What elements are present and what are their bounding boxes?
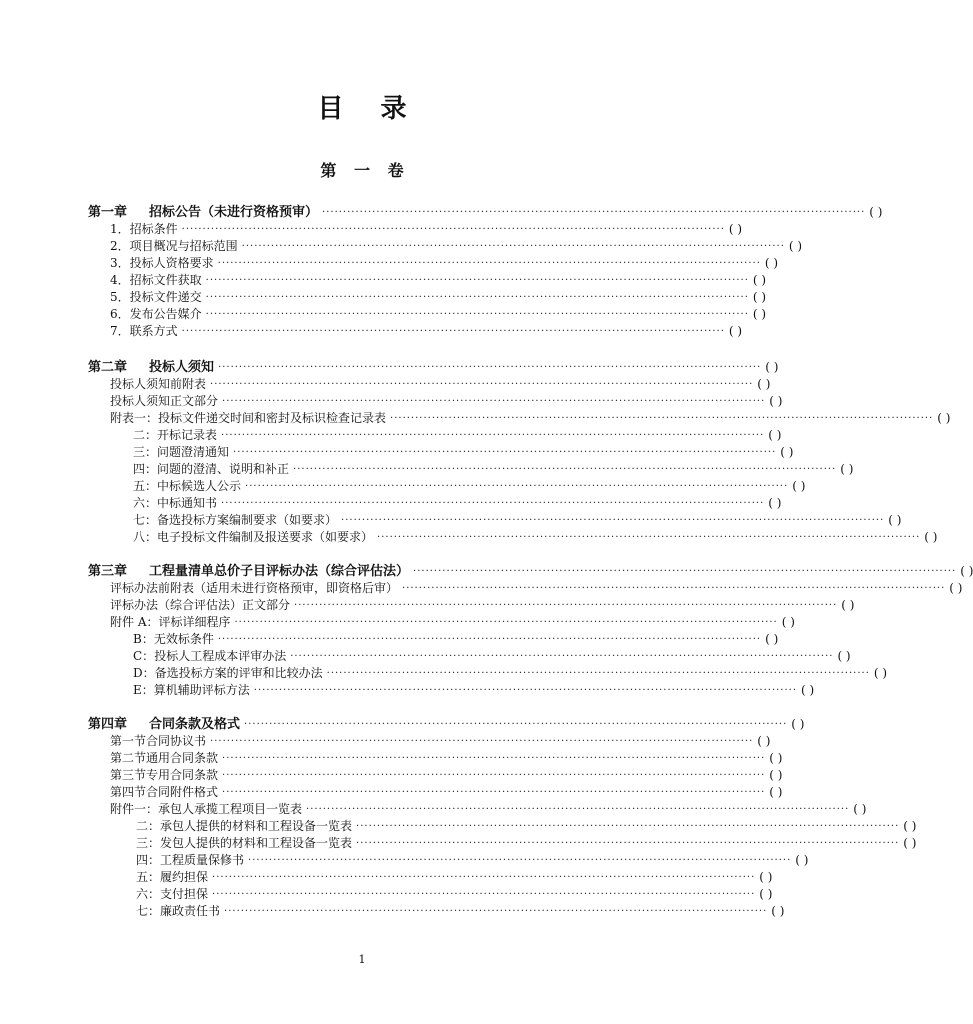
toc-entry-number: 七： — [136, 904, 161, 918]
leader-dots: ·································································································································· — [234, 617, 778, 628]
page-reference: ( ) — [781, 615, 795, 629]
page-reference: ( ) — [903, 836, 917, 850]
toc-entry[interactable] — [110, 289, 767, 306]
page-reference: ( ) — [752, 307, 767, 321]
toc-entry-number: 二： — [136, 819, 161, 833]
toc-entry-number: E： — [133, 683, 154, 697]
toc-entry-number: 1． — [110, 222, 130, 236]
toc-entry[interactable] — [110, 376, 771, 393]
chapter-heading-label: 招标公告（未进行资格预审） — [149, 205, 319, 220]
leader-dots: ·································································································································· — [306, 804, 850, 815]
toc-entry[interactable] — [110, 580, 963, 597]
toc-entry[interactable] — [110, 306, 767, 323]
page-reference: ( ) — [757, 734, 771, 748]
toc-entry-label: 发包人提供的材料和工程设备一览表 — [160, 836, 353, 850]
chapter-heading[interactable] — [88, 716, 805, 733]
toc-entry-number: 附件一： — [110, 802, 159, 816]
toc-entry-label: 通用合同条款 — [146, 751, 219, 765]
toc-entry-number: 3． — [110, 256, 130, 270]
toc-entry-number: 四： — [133, 462, 158, 476]
toc-entry-label: 投标人须知前附表 — [110, 377, 207, 391]
toc-entry-label: 中标候选人公示 — [157, 479, 242, 493]
toc-entry[interactable] — [110, 767, 783, 784]
toc-entry[interactable] — [110, 597, 855, 614]
toc-entry-label: 算机辅助评标方法 — [153, 683, 250, 697]
leader-dots: ·································································································································· — [322, 207, 866, 218]
toc-entry[interactable] — [133, 444, 794, 461]
toc-entry-label: 承包人提供的材料和工程设备一览表 — [160, 819, 353, 833]
page-reference: ( ) — [840, 462, 854, 476]
toc-entry[interactable] — [110, 733, 771, 750]
toc-entry-label: 招标条件 — [129, 222, 178, 236]
chapter-heading[interactable] — [88, 204, 883, 221]
toc-entry-number: 4． — [110, 273, 130, 287]
toc-entry[interactable] — [136, 886, 773, 903]
page-number: 1 — [358, 953, 366, 966]
leader-dots: ·································································································································· — [221, 498, 765, 509]
toc-entry-label: 专用合同条款 — [146, 768, 219, 782]
toc-entry-label: 发布公告媒介 — [129, 307, 202, 321]
toc-entry[interactable] — [136, 903, 785, 920]
chapter-heading-label: 工程量清单总价子目评标办法（综合评估法） — [149, 564, 410, 579]
leader-dots: ·································································································································· — [390, 413, 934, 424]
toc-entry[interactable] — [133, 427, 782, 444]
toc-entry[interactable] — [136, 835, 917, 852]
toc-entry[interactable] — [110, 255, 779, 272]
page-reference: ( ) — [769, 768, 783, 782]
toc-entry-number: 六： — [133, 496, 158, 510]
leader-dots: ·································································································································· — [413, 566, 957, 577]
leader-dots: ·································································································································· — [217, 634, 762, 645]
page-reference: ( ) — [768, 428, 782, 442]
leader-dots: ·································································································································· — [210, 736, 754, 747]
leader-dots: ·································································································································· — [326, 668, 870, 679]
leader-dots: ·································································································································· — [233, 447, 777, 458]
toc-entry-label: 评标办法（综合评估法）正文部分 — [110, 598, 291, 612]
toc-entry[interactable] — [133, 529, 938, 546]
leader-dots: ·································································································································· — [290, 651, 834, 662]
toc-entry-label: 备选投标方案编制要求（如要求） — [157, 513, 338, 527]
toc-entry[interactable] — [110, 221, 743, 238]
toc-entry[interactable] — [110, 784, 783, 801]
toc-entry-label: 问题的澄清、说明和补正 — [157, 462, 290, 476]
toc-entry-label: 投标人须知正文部分 — [110, 394, 219, 408]
toc-entry[interactable] — [133, 495, 782, 512]
leader-dots: ·································································································································· — [244, 719, 788, 730]
toc-entry-label: 投标人工程成本评审办法 — [154, 649, 287, 663]
page-reference: ( ) — [792, 479, 806, 493]
leader-dots: ·································································································································· — [222, 770, 766, 781]
leader-dots: ·································································································································· — [222, 396, 766, 407]
leader-dots: ·································································································································· — [222, 753, 766, 764]
page-reference: ( ) — [764, 256, 779, 270]
page-reference: ( ) — [768, 496, 782, 510]
toc-entry-number: 二： — [133, 428, 158, 442]
chapter-heading-label: 投标人须知 — [149, 360, 215, 375]
toc-entry[interactable] — [133, 665, 888, 682]
page-reference: ( ) — [960, 564, 973, 578]
toc-entry[interactable] — [110, 750, 783, 767]
leader-dots: ·································································································································· — [241, 241, 785, 252]
leader-dots: ·································································································································· — [205, 275, 749, 286]
page-reference: ( ) — [903, 819, 917, 833]
page-reference: ( ) — [801, 683, 815, 697]
page-reference: ( ) — [752, 290, 767, 304]
leader-dots: ·································································································································· — [341, 515, 885, 526]
toc-entry-number: 五： — [136, 870, 161, 884]
toc-entry[interactable] — [110, 272, 767, 289]
toc-entry[interactable] — [110, 614, 795, 631]
leader-dots: ·································································································································· — [377, 532, 921, 543]
page-reference: ( ) — [791, 717, 805, 731]
toc-entry[interactable] — [110, 410, 951, 427]
chapter-heading[interactable] — [88, 563, 973, 580]
page-reference: ( ) — [759, 870, 773, 884]
toc-entry-number: 七： — [133, 513, 158, 527]
page-reference: ( ) — [769, 751, 783, 765]
page-reference: ( ) — [853, 802, 867, 816]
page-reference: ( ) — [869, 205, 883, 219]
toc-entry[interactable] — [133, 461, 854, 478]
page-reference: ( ) — [924, 530, 938, 544]
leader-dots: ·································································································································· — [205, 309, 749, 320]
page-reference: ( ) — [769, 785, 783, 799]
toc-entry-number: 7． — [110, 324, 130, 338]
chapter-heading-label: 合同条款及格式 — [149, 717, 241, 732]
leader-dots: ·································································································································· — [221, 430, 765, 441]
toc-entry-number: 第三节 — [110, 768, 147, 782]
toc-entry-label: 评标办法前附表（适用未进行资格预审，即资格后审） — [110, 581, 399, 595]
page-title: 目 录 — [317, 94, 421, 124]
toc-entry-number: C： — [133, 649, 155, 663]
page-reference: ( ) — [728, 222, 743, 236]
toc-entry-label: 工程质量保修书 — [160, 853, 245, 867]
toc-entry-label: 联系方式 — [129, 324, 178, 338]
toc-entry-label: 中标通知书 — [157, 496, 218, 510]
page-reference: ( ) — [771, 904, 785, 918]
page-reference: ( ) — [769, 394, 783, 408]
page-reference: ( ) — [757, 377, 771, 391]
toc-entry-label: 投标文件递交 — [129, 290, 202, 304]
toc-entry-label: 合同协议书 — [146, 734, 207, 748]
leader-dots: ·································································································································· — [222, 787, 766, 798]
page-reference: ( ) — [759, 887, 773, 901]
page-reference: ( ) — [780, 445, 794, 459]
leader-dots: ·································································································································· — [210, 379, 754, 390]
toc-entry[interactable] — [110, 801, 867, 818]
leader-dots: ·································································································································· — [181, 326, 725, 337]
page-reference: ( ) — [841, 598, 855, 612]
leader-dots: ·································································································································· — [218, 362, 762, 373]
leader-dots: ·································································································································· — [205, 292, 749, 303]
toc-entry[interactable] — [133, 682, 815, 699]
toc-entry-label: 投标文件递交时间和密封及标识检查记录表 — [158, 411, 387, 425]
toc-entry-label: 支付担保 — [160, 887, 209, 901]
leader-dots: ·································································································································· — [217, 258, 761, 269]
page-reference: ( ) — [788, 239, 803, 253]
volume-heading: 第 一 卷 — [320, 161, 410, 180]
toc-entry-number: 6． — [110, 307, 130, 321]
toc-entry-number: B： — [133, 632, 154, 646]
page-reference: ( ) — [888, 513, 902, 527]
page-reference: ( ) — [765, 632, 779, 646]
leader-dots: ·································································································································· — [253, 685, 798, 696]
toc-entry-label: 承包人承揽工程项目一览表 — [158, 802, 303, 816]
toc-entry[interactable] — [133, 478, 806, 495]
toc-entry[interactable] — [110, 238, 803, 255]
toc-entry-number: 5． — [110, 290, 130, 304]
chapter-heading-number: 第二章 — [88, 360, 128, 375]
toc-entry-label: 电子投标文件编制及报送要求（如要求） — [157, 530, 374, 544]
page-reference: ( ) — [752, 273, 767, 287]
leader-dots: ·································································································································· — [212, 889, 756, 900]
toc-entry[interactable] — [136, 869, 773, 886]
toc-entry[interactable] — [133, 512, 902, 529]
toc-entry[interactable] — [110, 323, 743, 340]
toc-entry[interactable] — [136, 852, 809, 869]
toc-entry-label: 无效标条件 — [153, 632, 214, 646]
toc-entry[interactable] — [136, 818, 917, 835]
page-reference: ( ) — [837, 649, 851, 663]
toc-entry-label: 评标详细程序 — [158, 615, 231, 629]
toc-entry-label: 项目概况与招标范围 — [129, 239, 238, 253]
chapter-heading-number: 第三章 — [88, 564, 128, 579]
toc-entry[interactable] — [133, 648, 851, 665]
page-reference: ( ) — [937, 411, 951, 425]
toc-entry-number: 五： — [133, 479, 158, 493]
leader-dots: ·································································································································· — [356, 821, 900, 832]
toc-entry-number: 2． — [110, 239, 130, 253]
toc-entry-number: D： — [133, 666, 155, 680]
leader-dots: ·································································································································· — [245, 481, 789, 492]
toc-entry-number: 三： — [136, 836, 161, 850]
toc-entry-number: 第四节 — [110, 785, 147, 799]
toc-entry[interactable] — [110, 393, 783, 410]
toc-entry-label: 招标文件获取 — [129, 273, 202, 287]
toc-entry-number: 四： — [136, 853, 161, 867]
toc-entry-label: 开标记录表 — [157, 428, 218, 442]
leader-dots: ·································································································································· — [181, 224, 725, 235]
toc-entry-number: 第二节 — [110, 751, 147, 765]
page-reference: ( ) — [873, 666, 888, 680]
leader-dots: ·································································································································· — [224, 906, 768, 917]
leader-dots: ·································································································································· — [294, 600, 838, 611]
toc-entry-number: 六： — [136, 887, 161, 901]
leader-dots: ·································································································································· — [402, 583, 946, 594]
toc-entry-label: 履约担保 — [160, 870, 209, 884]
toc-entry-number: 附表一： — [110, 411, 159, 425]
leader-dots: ·································································································································· — [293, 464, 837, 475]
toc-entry-number: 八： — [133, 530, 158, 544]
toc-entry-number: 附件 A： — [110, 615, 159, 629]
chapter-heading-number: 第四章 — [88, 717, 128, 732]
page-reference: ( ) — [795, 853, 809, 867]
page-reference: ( ) — [728, 324, 743, 338]
toc-entry-label: 备选投标方案的评审和比较办法 — [154, 666, 323, 680]
toc-entry-label: 投标人资格要求 — [129, 256, 214, 270]
chapter-heading[interactable] — [88, 359, 779, 376]
toc-entry-number: 三： — [133, 445, 158, 459]
chapter-heading-number: 第一章 — [88, 205, 128, 220]
toc-entry-number: 第一节 — [110, 734, 147, 748]
leader-dots: ·································································································································· — [356, 838, 900, 849]
toc-entry-label: 问题澄清通知 — [157, 445, 230, 459]
leader-dots: ·································································································································· — [212, 872, 756, 883]
toc-entry[interactable] — [133, 631, 779, 648]
toc-entry-label: 合同附件格式 — [146, 785, 219, 799]
page-reference: ( ) — [765, 360, 779, 374]
page-reference: ( ) — [949, 581, 963, 595]
toc-entry-label: 廉政责任书 — [160, 904, 221, 918]
leader-dots: ·································································································································· — [248, 855, 792, 866]
